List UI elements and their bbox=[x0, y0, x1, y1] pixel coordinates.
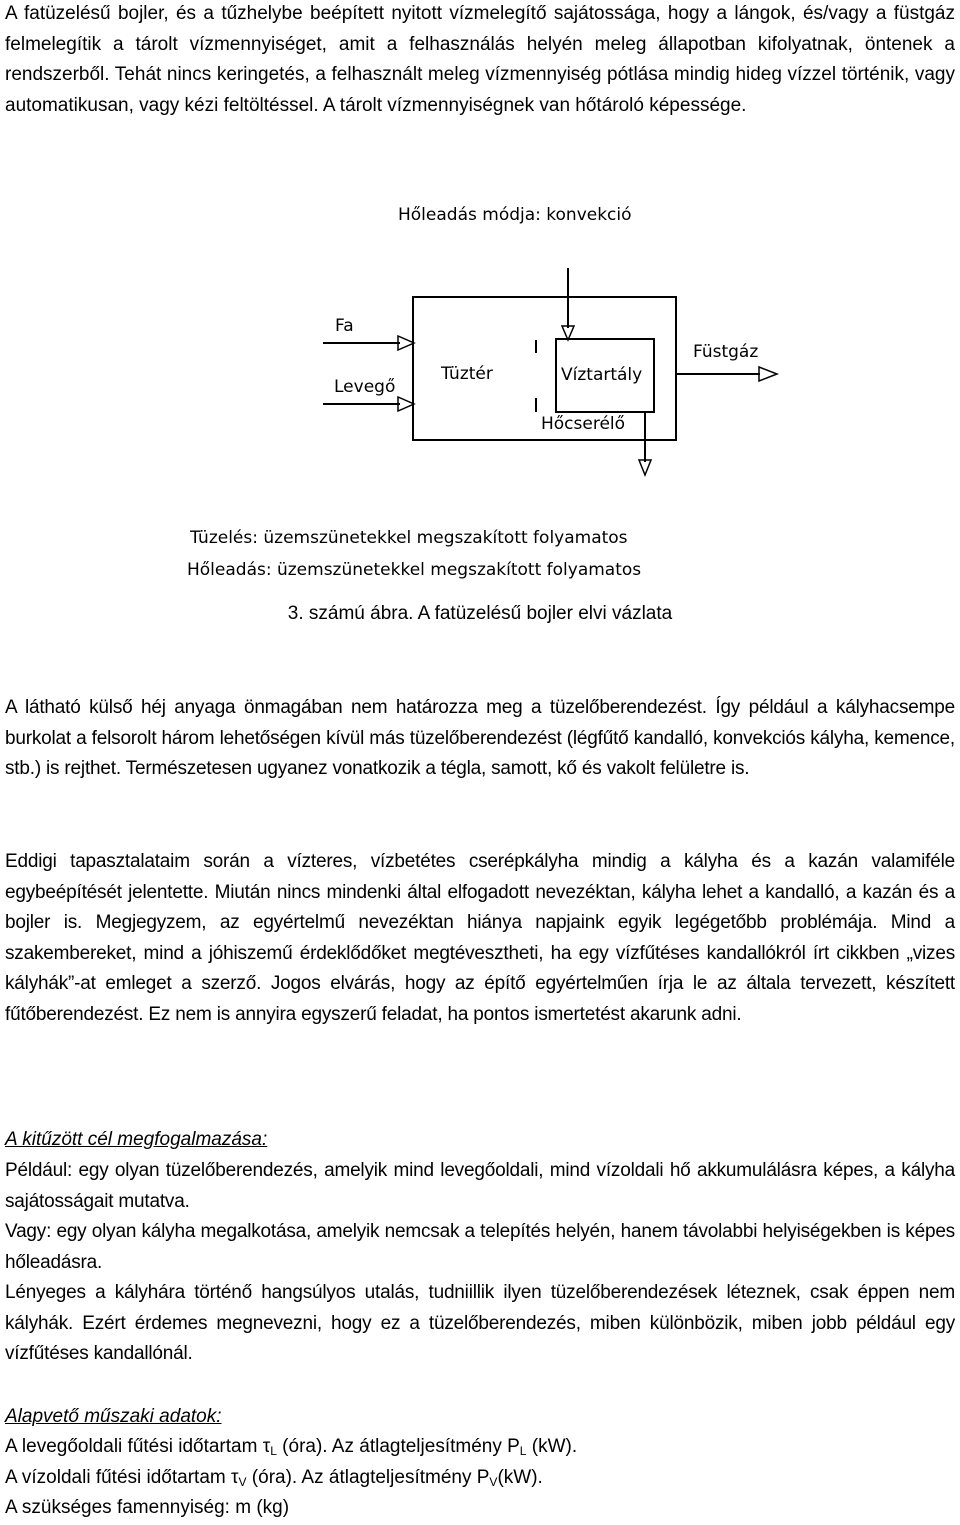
figure-number: 3. számú ábra. bbox=[287, 603, 414, 624]
label-flue-gas: Füstgáz bbox=[693, 342, 759, 362]
tech-water-unit: (kW). bbox=[497, 1467, 543, 1488]
technical-heading-text: Alapvető műszaki adatok: bbox=[5, 1406, 222, 1427]
label-heat-exchanger: Hőcserélő bbox=[541, 414, 626, 434]
hot-water-outlet-arrow-icon bbox=[639, 460, 651, 475]
label-firebox: Tüztér bbox=[441, 364, 493, 384]
paragraph-nomenclature: Eddigi tapasztalataim során a vízteres, vízbetétes cserépkályha mindig a kályha és a kazán valamiféle egybeépítését jelentette. Miután nincs mindenki által elfogadott nevezéktan, kályha lehet a kandalló, a kazán és a bojler is. Megjegyzem, az egyértelmű nevezéktan hiánya napjaink egyik legégetőbb problémája. Mind a szakembereket, mind a jóhiszemű érdeklődőket megtévesztheti, ha egy vízfűtéses kandallókról írt cikkben „vizes kályhák”-at emleget a szerző. Jogos elvárás, hogy az építő egyértelműen írja le az általa tervezett, készített fűtőberendezést. Ez nem is annyira egyszerű feladat, ha pontos ismertetést akarunk adni. bbox=[5, 851, 955, 1025]
technical-line-air bbox=[5, 1432, 955, 1467]
tech-air-duration-sub: L bbox=[270, 1444, 277, 1458]
tech-air-duration: A levegőoldali fűtési időtartam τ bbox=[5, 1436, 271, 1457]
air-input-arrow-icon bbox=[398, 397, 414, 411]
note-heat-release: Hőleadás: üzemszünetekkel megszakított folyamatos bbox=[187, 560, 642, 580]
wood-input-arrow-icon bbox=[398, 336, 414, 350]
note-firing: Tüzelés: üzemszünetekkel megszakított folyamatos bbox=[190, 528, 628, 548]
tech-air-unit: (kW). bbox=[526, 1436, 578, 1457]
tech-water-duration-sub: V bbox=[238, 1475, 247, 1489]
label-wood: Fa bbox=[335, 316, 354, 336]
cold-water-inlet-arrow-icon bbox=[562, 326, 574, 340]
label-water-tank: Víztartály bbox=[561, 365, 643, 385]
tech-water-duration: A vízoldali fűtési időtartam τ bbox=[5, 1467, 239, 1488]
goal-paragraph-1: Például: egy olyan tüzelőberendezés, amelyik mind levegőoldali, mind vízoldali hő akkumulálásra képes, a kályha sajátosságait mutatva. bbox=[5, 1160, 955, 1212]
paragraph-shell: A látható külső héj anyaga önmagában nem határozza meg a tüzelőberendezést. Így például a kályhacsempe burkolat a felsorolt három lehetőségen kívül más tüzelőberendezést (légfűtő kandalló, konvekciós kályha, kemence, stb.) is rejthet. Természetesen ugyanez vonatkozik a tégla, samott, kő és vakolt felületre is. bbox=[5, 697, 955, 780]
technical-heading bbox=[5, 1402, 955, 1433]
diagram-title: Hőleadás módja: konvekció bbox=[398, 205, 632, 225]
goal-heading-text: A kitűzött cél megfogalmazása: bbox=[5, 1129, 268, 1150]
goal-paragraph-2: Vagy: egy olyan kályha megalkotása, amelyik nemcsak a telepítés helyén, hanem távolabbi helyiségekben is képes hőleadásra. bbox=[5, 1221, 955, 1273]
tech-air-power-sub: L bbox=[519, 1444, 527, 1458]
goal-paragraph-3: Lényeges a kályhára történő hangsúlyos utalás, tudniillik ilyen tüzelőberendezések léteznek, csak éppen nem kályhák. Ezért érdemes megnevezni, hogy ez a tüzelőberendezés, miben különbözik, miben jobb például egy vízfűtéses kandallónál. bbox=[5, 1282, 955, 1365]
flue-gas-arrow-icon bbox=[759, 367, 777, 381]
tech-water-power-sub: V bbox=[489, 1475, 498, 1489]
tech-air-power: (óra). Az átlagteljesítmény P bbox=[276, 1436, 520, 1457]
goal-heading bbox=[5, 1125, 955, 1156]
figure-title: A fatüzelésű bojler elvi vázlata bbox=[413, 603, 673, 624]
figure-caption bbox=[0, 603, 960, 625]
intro-paragraph: A fatüzelésű bojler, és a tűzhelybe beépített nyitott vízmelegítő sajátossága, hogy a lángok, és/vagy a füstgáz felmelegítik a tárolt vízmennyiséget, amit a felhasználás helyén meleg állapotban kifolyatnak, öntenek a rendszerből. Tehát nincs keringetés, a felhasznált meleg vízmennyiség pótlása mindig hideg vízzel történik, vagy automatikusan, vagy kézi feltöltéssel. A tárolt vízmennyiségnek van hőtároló képessége. bbox=[5, 3, 955, 116]
tech-water-power: (óra). Az átlagteljesítmény P bbox=[246, 1467, 490, 1488]
label-air: Levegő bbox=[334, 377, 396, 397]
boiler-diagram bbox=[0, 190, 960, 590]
technical-line-wood: A szükséges famennyiség: m (kg) bbox=[5, 1497, 290, 1518]
